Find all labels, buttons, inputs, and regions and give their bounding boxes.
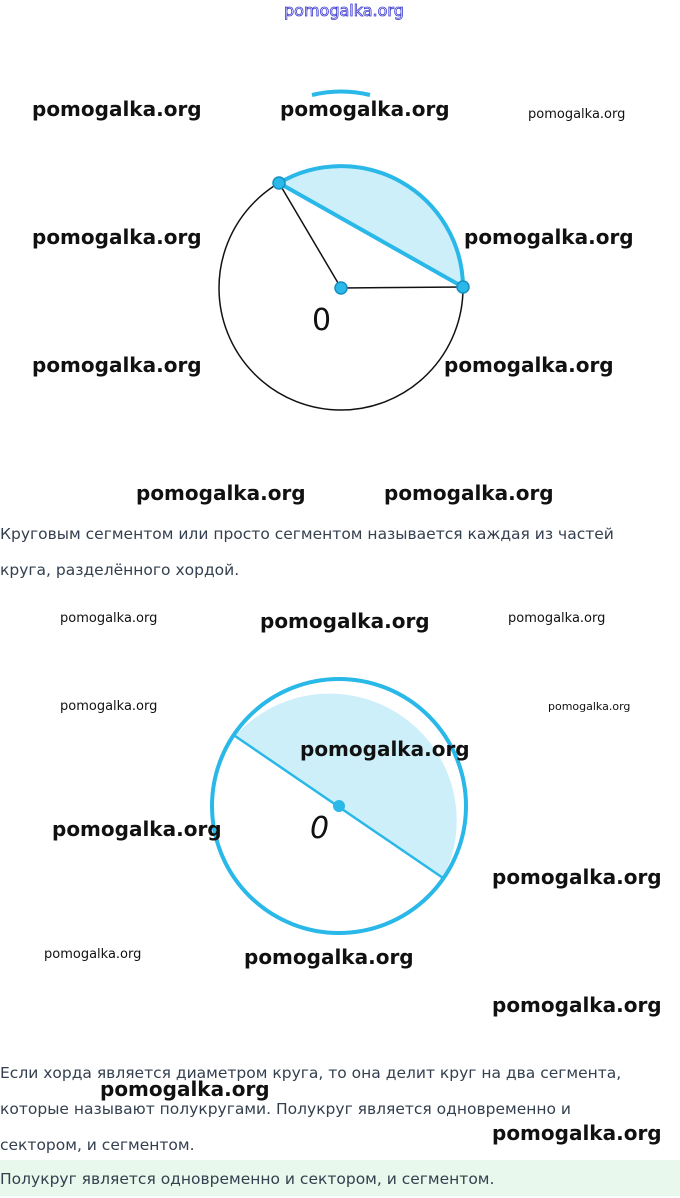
paragraph-line: круга, разделённого хордой. bbox=[0, 561, 240, 579]
watermark: pomogalka.org bbox=[260, 609, 430, 633]
watermark: pomogalka.org bbox=[492, 1121, 662, 1145]
chord-point-2 bbox=[457, 281, 469, 293]
center-label: 0 bbox=[310, 811, 330, 846]
watermark: pomogalka.org bbox=[492, 865, 662, 889]
watermark: pomogalka.org bbox=[444, 353, 614, 377]
watermark: pomogalka.org bbox=[280, 97, 450, 121]
watermark: pomogalka.org bbox=[100, 1077, 270, 1101]
paragraph-line: которые называют полукругами. Полукруг является одновременно и bbox=[0, 1100, 571, 1118]
figure-segment-diagram bbox=[0, 80, 680, 520]
center-point bbox=[333, 800, 345, 812]
chord-point-1 bbox=[273, 177, 285, 189]
watermark: pomogalka.org bbox=[32, 353, 202, 377]
center-point bbox=[335, 282, 347, 294]
watermark: pomogalka.org bbox=[60, 699, 158, 714]
watermark: pomogalka.org bbox=[136, 481, 306, 505]
watermark: pomogalka.org bbox=[244, 945, 414, 969]
watermark: pomogalka.org bbox=[300, 737, 470, 761]
definition-paragraph bbox=[0, 516, 660, 588]
watermark: pomogalka.org bbox=[384, 481, 554, 505]
watermark: pomogalka.org bbox=[32, 97, 202, 121]
highlight-note: Полукруг является одновременно и сектором, и сегментом. bbox=[0, 1160, 680, 1196]
watermark: pomogalka.org bbox=[44, 947, 142, 962]
accent-arc-top bbox=[312, 92, 370, 96]
paragraph-line: сектором, и сегментом. bbox=[0, 1136, 195, 1154]
center-label: 0 bbox=[312, 303, 332, 338]
watermark: pomogalka.org bbox=[60, 611, 158, 626]
radius-line-2 bbox=[341, 287, 463, 288]
watermark: pomogalka.org bbox=[508, 611, 606, 626]
watermark: pomogalka.org bbox=[492, 993, 662, 1017]
watermark: pomogalka.org bbox=[548, 700, 631, 713]
watermark: pomogalka.org bbox=[52, 817, 222, 841]
paragraph-line: Если хорда является диаметром круга, то она делит круг на два сегмента, bbox=[0, 1064, 622, 1082]
watermark: pomogalka.org bbox=[528, 107, 626, 122]
watermark: pomogalka.org bbox=[464, 225, 634, 249]
watermark: pomogalka.org bbox=[32, 225, 202, 249]
paragraph-line: Круговым сегментом или просто сегментом называется каждая из частей bbox=[0, 525, 614, 543]
watermark-top: pomogalka.org bbox=[284, 1, 404, 20]
semicircle-paragraph bbox=[0, 1055, 660, 1163]
shaded-segment bbox=[279, 166, 463, 287]
